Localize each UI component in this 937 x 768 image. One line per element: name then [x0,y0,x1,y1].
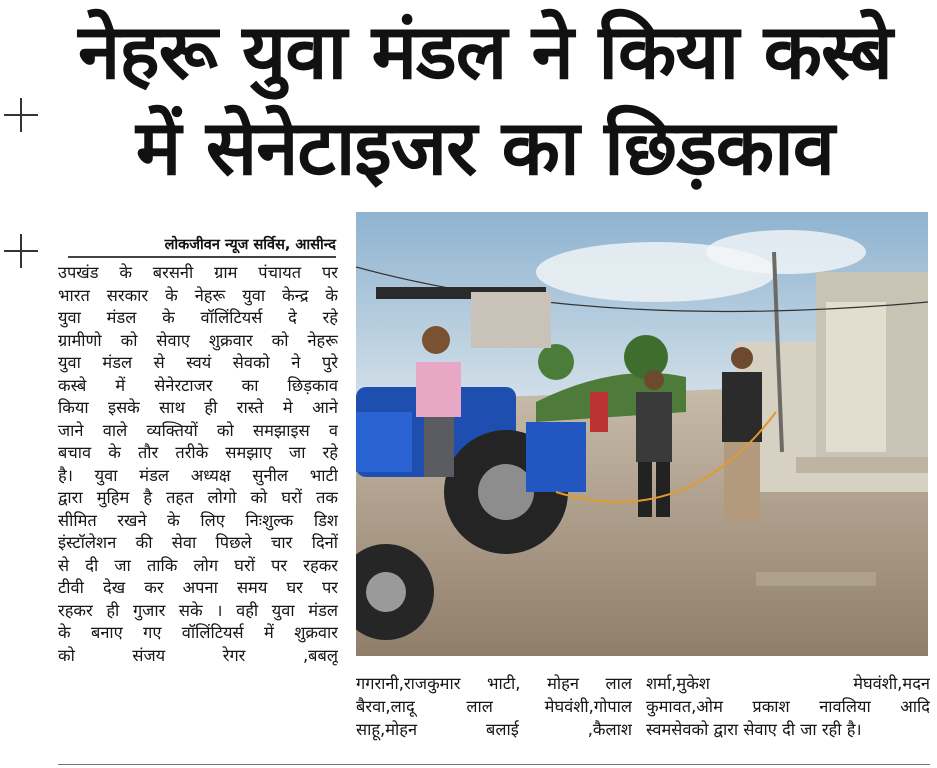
worker-1-body [636,392,672,462]
article-line: बैरवा,लादू लाल मेघवंशी,गोपाल [356,697,632,716]
article-line: इंस्टॉलेशन की सेवा पिछले चार दिनों [58,533,338,552]
headline-line-1: नेहरू युवा मंडल ने किया कस्बे [78,7,892,96]
cloud [706,230,866,274]
article-line: युवा मंडल से स्वयं सेवको ने पुरे [58,353,338,372]
bystander [590,392,608,432]
shutter [826,302,886,452]
crosshair-mark-icon [4,98,38,132]
tree [538,344,574,380]
article-line: साहू,मोहन बलाई ,कैलाश [356,720,632,739]
article-line: टीवी देख कर अपना समय घर पर [58,578,338,597]
headline [40,4,930,196]
tank-trailer [526,422,586,492]
article-line: गगरानी,राजकुमार भाटी, मोहन लाल [356,674,632,693]
rubble [756,572,876,586]
tractor-front-hub [366,572,406,612]
photo-illustration [356,212,928,656]
article-line: कस्बे में सेनेरटाजर का छिड़काव [58,375,338,395]
article-line: से दी जा ताकि लोग घरों पर रहकर [58,555,338,575]
article-line: किया इसके साथ ही रास्ते मे आने [58,398,338,417]
article-line: युवा मंडल के वॉलिंटियर्स दे रहे [58,308,338,327]
worker-2-body [722,372,762,442]
driver-shirt [416,362,461,417]
worker-2-pants [724,442,760,522]
article-line: के बनाए गए वॉलिंटियर्स में शुक्रवार [58,623,338,642]
article-line: स्वमसेवको द्वारा सेवाए दी जा रही है। [646,720,862,739]
crosshair-mark-icon [4,234,38,268]
byline: लोकजीवन न्यूज सर्विस, आसीन्द [68,234,336,258]
worker-1-legs [656,462,670,517]
article-line: सीमित रखने के लिए निःशुल्क डिश [58,510,338,530]
tree [624,335,668,379]
news-photo [356,212,928,656]
tractor-hub [478,464,534,520]
article-line: कुमावत,ओम प्रकाश नावलिया आदि [646,697,930,716]
worker-1-head [644,370,664,390]
driver-head [422,326,450,354]
article-line: शर्मा,मुकेश मेघवंशी,मदन [646,674,930,693]
headline-line-2: में सेनेटाइजर का छिड़काव [135,103,835,192]
worker-1-legs [638,462,652,517]
article-line: को संजय रेगर ,बबलू [58,645,338,665]
worker-2-head [731,347,753,369]
article-line: ग्रामीणो को सेवाए शुक्रवार को नेहरू [58,330,338,350]
tractor-canopy [471,292,551,348]
steps [796,457,928,473]
article-line: जाने वाले व्यक्तियों को समझाइस व [58,420,338,440]
article-line: है। युवा मंडल अध्यक्ष सुनील भाटी [58,465,338,485]
article-column-right [646,672,930,764]
article-line: उपखंड के बरसनी ग्राम पंचायत पर [58,263,338,282]
article-line: द्वारा मुहिम है तहत लोगो को घरों तक [58,488,338,507]
driver-pants [424,417,454,477]
article-line: भारत सरकार के नेहरू युवा केन्द्र के [58,285,338,305]
tractor-hood [356,412,412,472]
bottom-rule [58,764,930,765]
article-column-left [58,262,338,758]
article-column-middle [356,672,632,764]
article-line: रहकर ही गुजार सके । वही युवा मंडल [58,600,338,620]
article-line: बचाव के तौर तरीके समझाए जा रहे [58,443,338,462]
